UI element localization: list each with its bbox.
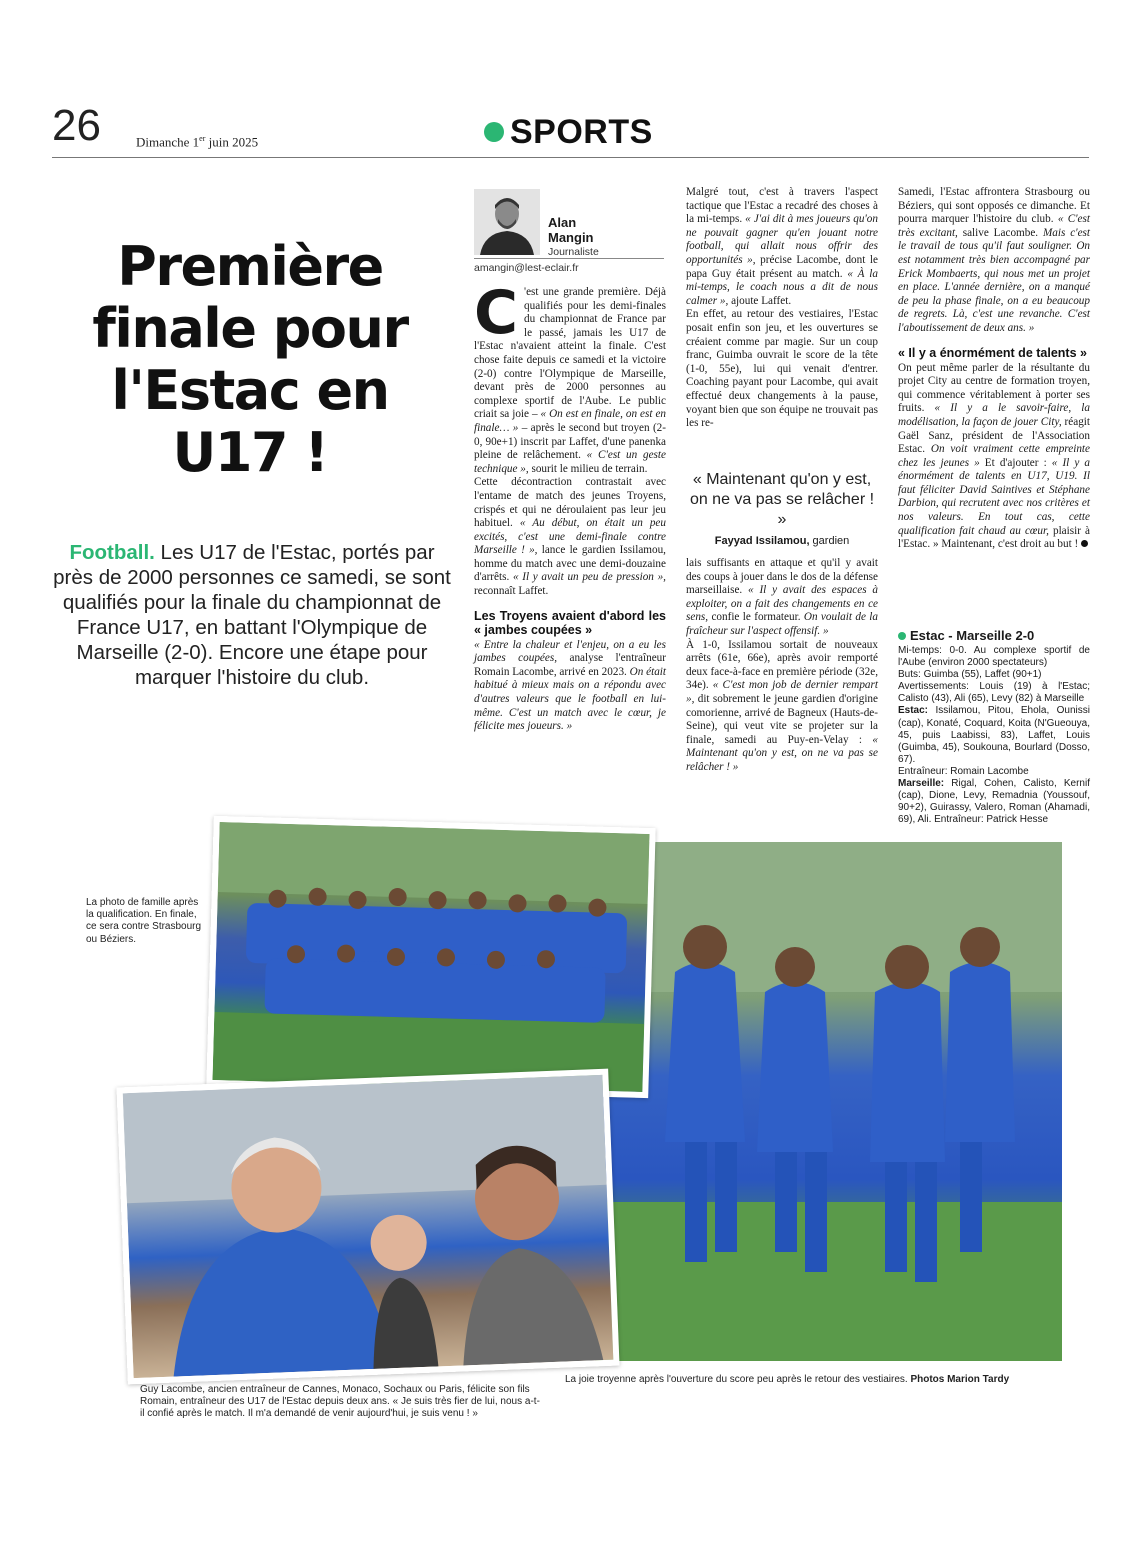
quote-run: « Maintenant qu'on y est, on ne va pas se relâcher ! »	[686, 733, 878, 773]
coaches-photo	[116, 1069, 619, 1385]
team-family-photo-illustration	[212, 822, 649, 1092]
text-run: À 1-0, Issilamou sortait de nouveaux arrêts (61e, 66e), après avoir remporté deux face-à-face en première période (32e, 34e).	[686, 638, 878, 692]
text-run: dit sobrement le jeune gardien d'origine comorienne, arrivé de Bagneux (Hauts-de-Seine), qui veut vite se projeter sur la finale, samedi au Puy-en-Velay :	[686, 692, 878, 746]
factbox-line	[898, 705, 1090, 765]
paragraph	[898, 362, 1090, 552]
author-avatar	[474, 189, 540, 255]
author-portrait-icon	[474, 189, 540, 255]
text-run: plaisir à l'Estac. »	[898, 524, 1090, 551]
text-run: précise Lacombe, dont le papa Guy était présent au match.	[686, 253, 879, 280]
article-headline	[50, 236, 450, 484]
section-label: SPORTS	[510, 113, 653, 151]
text-run: ajoute Laffet.	[728, 294, 792, 307]
quote-run: « J'ai dit à mes joueurs qu'on ne pouvait gagner qu'en jouant notre football, qui allait nous offrir des opportunités »,	[686, 213, 878, 266]
photo-caption-celebration	[565, 1374, 1065, 1386]
end-mark-icon	[1081, 540, 1088, 547]
paragraph	[686, 639, 878, 775]
team-family-photo	[206, 816, 655, 1098]
paragraph: En effet, au retour des vestiaires, l'Estac posait enfin son jeu, et les ouvertures se créaient comme par magie. Sur un coup franc, Guimba ouvrait le score de la tête (1-0, 55e), lui qui venait d'entrer. Coaching payant pour Lacombe, qui avait effectué deux changements à la pause, voyant bien que son équipe ne trouvait pas les re-	[686, 308, 878, 430]
lineup-text: Issilamou, Pitou, Ehola, Ounissi (cap), Konaté, Coquard, Koita (N'Gueouya, 45, puis Laabissi, 83), Laffet, Louis (Guimba, 45), Soukouna, Bourlard (Dosso, 67).	[898, 705, 1090, 765]
text-run: – après le second but troyen (2-0, 90e+1) inscrit par Laffet, d'une panenka pleine de relâchement.	[474, 421, 666, 462]
date-suffix: juin 2025	[205, 134, 259, 150]
paragraph	[474, 639, 666, 734]
text-run: confie le formateur.	[708, 611, 804, 624]
text-run: analyse l'entraîneur Romain Lacombe, arrivé en 2023.	[474, 652, 666, 678]
text-run: sourit le milieu de terrain.	[528, 462, 648, 475]
coaches-photo-illustration	[123, 1075, 614, 1378]
celebration-photo	[595, 842, 1062, 1361]
quote-run: « C'est mon job de dernier rempart »,	[686, 679, 878, 705]
factbox-line: Buts: Guimba (55), Laffet (90+1)	[898, 669, 1042, 681]
article-subhead: Les Troyens avaient d'abord les « jambes coupées »	[474, 608, 666, 637]
quote-run: On voit vraiment cette empreinte chez les jeunes »	[898, 443, 1090, 469]
author-first-name: Alan	[548, 215, 577, 230]
quote-run: On voulait de la fraîcheur sur l'aspect offensif. »	[686, 611, 878, 637]
lineup-text: Rigal, Cohen, Calisto, Kernif (cap), Dione, Levy, Remadnia (Youssouf, 90+2), Guirassy, Valero, Roman (Ahamadi, 69), Ali. Entraîneur: Patrick Hesse	[898, 778, 1090, 826]
quote-run: « C'est très excitant,	[898, 213, 1090, 239]
quote-run: « Entre la chaleur et l'enjeu, on a eu les jambes coupées,	[474, 638, 666, 665]
author-email: amangin@lest-eclair.fr	[474, 262, 579, 274]
text-run: réagit Gaël Sanz, président de l'Association Estac.	[898, 415, 1091, 456]
text-run: On peut même parler de la résultante du projet City au centre de formation troyen, qui commence véritablement à porter ses fruits.	[898, 361, 1090, 415]
text-run: reconnaît Laffet.	[474, 585, 549, 598]
photo-credit: Photos Marion Tardy	[910, 1374, 1010, 1385]
quote-run: « Il y a énormément de talents en U17, U19. Il faut féliciter David Saintives et Stéphane Darbion, qui recrutent avec nos critères et nos valeurs. En tout cas, cette qualification fait chaud au cœur,	[898, 456, 1090, 537]
quote-run: On était habitué à mieux mais on a répondu avec d'autres valeurs que le football en lui-même. C'est un match avec le cœur, je félicite mes joueurs. »	[474, 665, 667, 733]
dropcap-letter: C	[474, 278, 519, 348]
quote-run: « C'est un geste technique »,	[474, 449, 666, 475]
date-prefix: Dimanche 1	[136, 134, 200, 150]
quote-run: Mais c'est le travail de tous qu'il faut souligner. On est notamment très bien accompagné par Erick Mombaerts, qui nous met un projet en place. L'année dernière, on a manqué de peu la phase finale, on a eu beaucoup de regrets. Là, c'est une revanche. C'est l'aboutissement de deux ans. »	[898, 226, 1090, 334]
team-label: Marseille:	[898, 778, 945, 790]
text-run: Maintenant, c'est droit au but !	[938, 538, 1079, 551]
photo-caption-coaches: Guy Lacombe, ancien entraîneur de Cannes, Monaco, Sochaux ou Paris, félicite son fils Romain, entraîneur des U17 de l'Estac depuis deux ans. « Je suis très fier de lui, nous a-t-il confié après le match. Il m'a demandé de venir aujourd'hui, je suis venu ! »	[140, 1384, 540, 1420]
byline-divider	[474, 258, 664, 259]
text-run: lais suffisants en attaque et qu'il y avait des coups à jouer dans le dos de la défense marseillaise.	[686, 557, 878, 597]
quote-run: « À la mi-temps, le coach nous a dit de nous calmer »,	[686, 267, 878, 307]
header-divider	[52, 157, 1089, 158]
factbox-line: Mi-temps: 0-0. Au complexe sportif de l'Aube (environ 2000 spectateurs)	[898, 645, 1090, 669]
author-name	[548, 215, 594, 245]
paragraph	[898, 186, 1090, 336]
page-number: 26	[52, 101, 101, 150]
article-column-3	[898, 186, 1090, 552]
date-superscript: er	[199, 134, 206, 143]
caption-text: La joie troyenne après l'ouverture du score peu après le retour des vestiaires.	[565, 1374, 911, 1385]
article-subhead: « Il y a énormément de talents »	[898, 345, 1087, 360]
pull-quote-source	[686, 535, 878, 547]
celebration-photo-illustration	[595, 842, 1062, 1361]
text-run: Et d'ajouter :	[979, 456, 1052, 469]
lead-kicker: Football.	[69, 541, 155, 564]
factbox-title	[898, 628, 1090, 643]
quote-run: « Il y avait des espaces à exploiter, on a fait des changements en ce sens,	[686, 584, 878, 624]
article-column-1	[474, 278, 667, 734]
author-last-name: Mangin	[548, 230, 594, 245]
photo-caption-family: La photo de famille après la qualification. En finale, ce sera contre Strasbourg ou Béziers.	[86, 897, 202, 945]
pull-quote-name: Fayyad Issilamou,	[714, 535, 810, 547]
match-factbox	[898, 628, 1090, 826]
section-title	[484, 112, 653, 152]
factbox-line	[898, 778, 1090, 826]
headline-line: U17 !	[172, 421, 328, 484]
headline-line: finale pour	[92, 297, 408, 360]
text-run: Cette décontraction contrastait avec l'entame de match des jeunes Troyens, crispés et qui ne déroulaient pas leur jeu habituel.	[474, 476, 666, 530]
headline-line: Première	[117, 235, 383, 298]
author-role: Journaliste	[548, 246, 599, 258]
article-column-2-top	[686, 186, 878, 431]
paragraph	[474, 476, 666, 598]
factbox-title-text: Estac - Marseille 2-0	[910, 628, 1035, 643]
paragraph	[686, 186, 878, 308]
text-run: Malgré tout, c'est à travers l'aspect tactique que l'Estac a recadré des choses à la mi-temps.	[686, 186, 878, 226]
text-run: lance le gardien Issilamou, homme du match avec une demi-douzaine d'arrêts.	[474, 544, 666, 584]
paragraph	[474, 278, 667, 476]
article-lead	[50, 540, 454, 690]
team-label: Estac:	[898, 705, 929, 717]
quote-run: « On est en finale, on est en finale… »	[474, 408, 667, 434]
lead-text: Les U17 de l'Estac, portés par près de 2000 personnes ce samedi, se sont qualifiés pour la finale du championnat de France U17, en battant l'Olympique de Marseille (2-0). Encore une étape pour marquer l'histoire du club.	[53, 541, 451, 689]
factbox-line: Avertissements: Louis (19) à l'Estac; Calisto (43), Ali (65), Levy (82) à Marseille	[898, 681, 1090, 705]
quote-run: « Au début, on était un peu excités, c'est une demi-finale contre Marseille ! »,	[474, 517, 666, 557]
quote-run: « Il y a le savoir-faire, la modélisation, la façon de jouer City,	[898, 402, 1090, 428]
factbox-body	[898, 645, 1090, 826]
headline-line: l'Estac en	[111, 359, 389, 422]
article-column-2-bottom	[686, 557, 878, 775]
paragraph	[686, 557, 878, 639]
issue-date	[136, 134, 258, 150]
quote-run: « Il y avait un peu de pression »,	[512, 571, 666, 584]
text-run: salive Lacombe.	[957, 226, 1043, 239]
text-run: 'est une grande première. Déjà qualifiés pour les demi-finales du championnat de France par le passé, jamais les U17 de l'Estac n'avaient atteint la finale. C'est chose faite depuis ce samedi et la victoire (2-0) contre l'Olympique de Marseille, devant près de 2000 personnes au complexe sportif de l'Aube. Le public criait sa joie –	[474, 286, 666, 421]
section-dot-icon	[484, 122, 504, 142]
factbox-dot-icon	[898, 632, 906, 640]
text-run: Samedi, l'Estac affrontera Strasbourg ou Béziers, qui sont opposés ce dimanche. Et pourra marquer l'histoire du club.	[898, 186, 1090, 226]
pull-quote-role: gardien	[809, 535, 850, 547]
pull-quote: « Maintenant qu'on y est, on ne va pas se relâcher ! »	[689, 471, 875, 528]
factbox-line: Entraîneur: Romain Lacombe	[898, 765, 1029, 777]
